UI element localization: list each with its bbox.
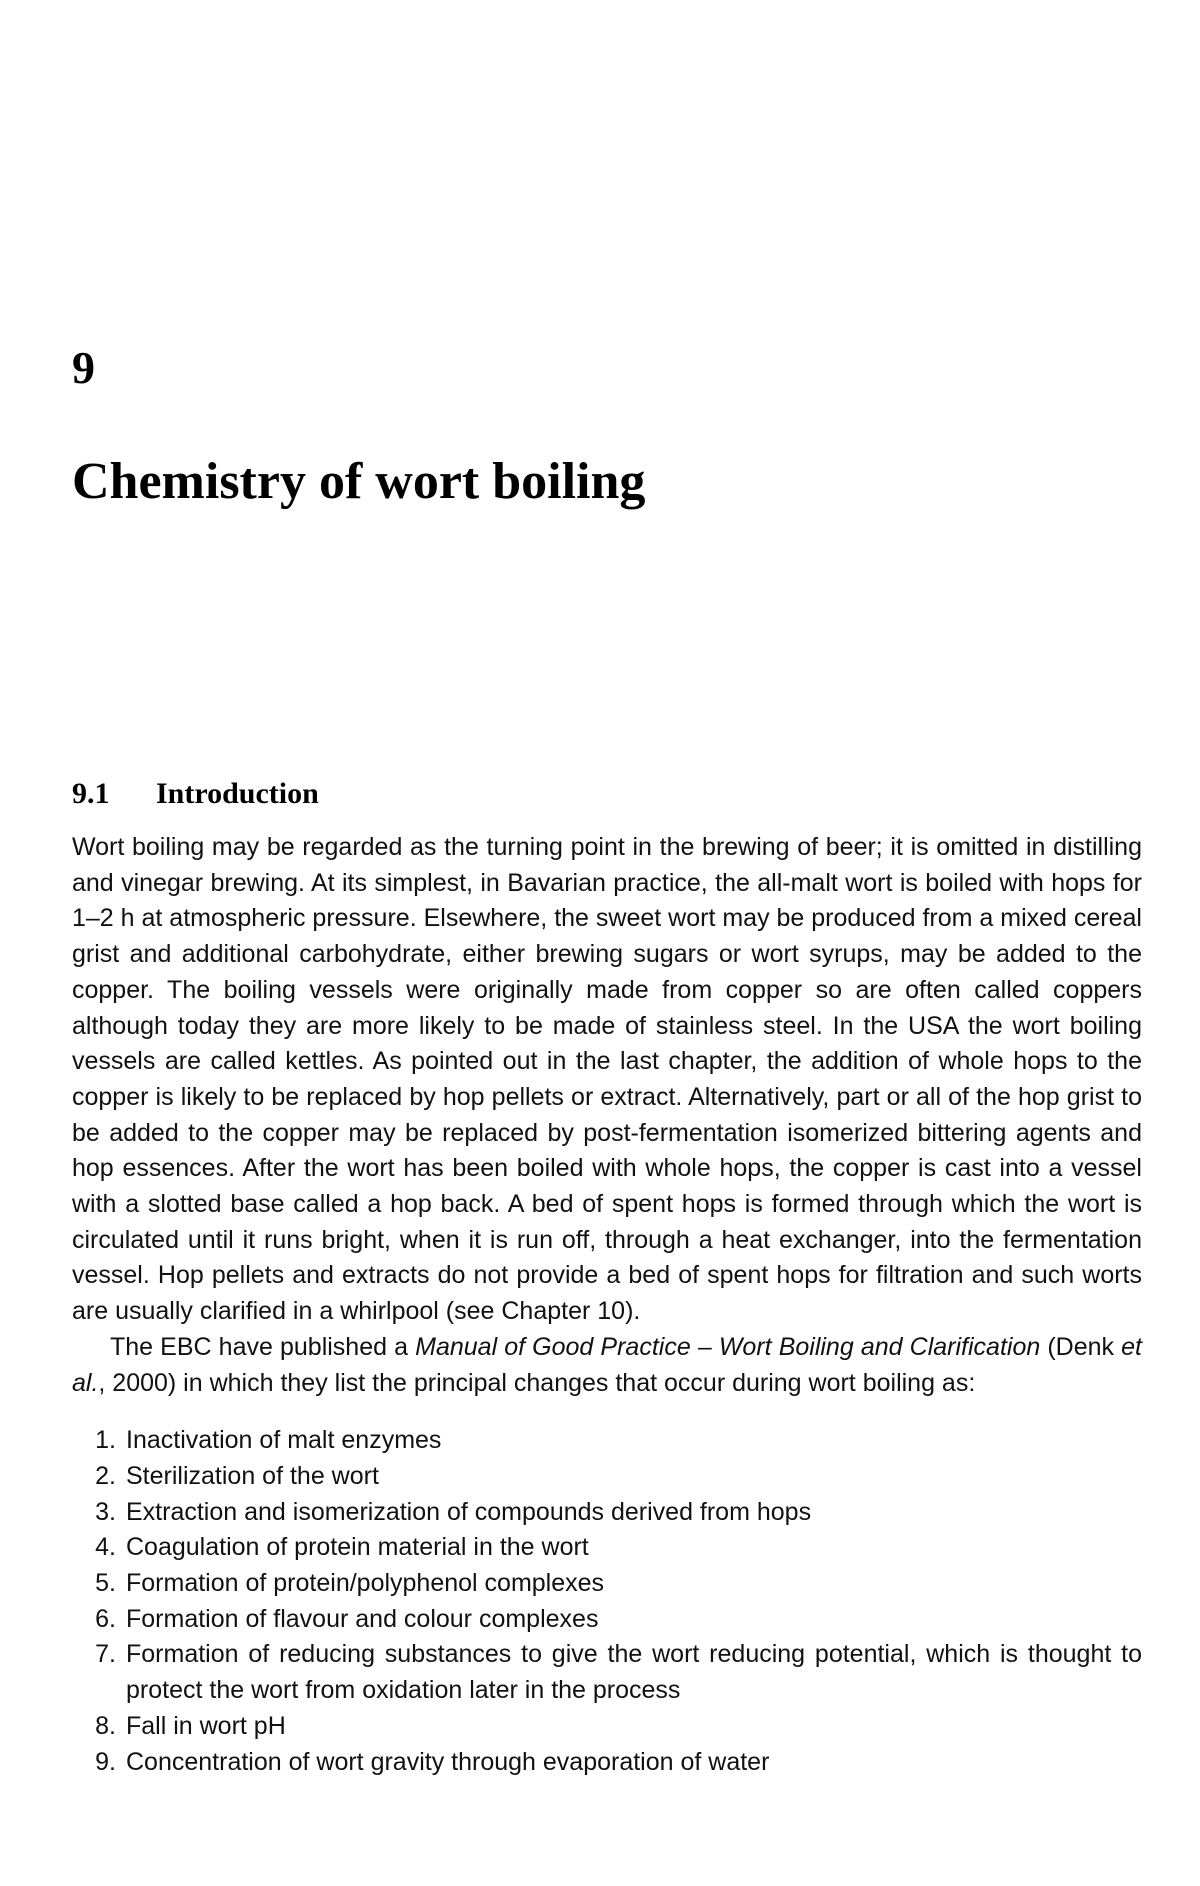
list-item [72,1530,1142,1566]
list-marker: 3. [95,1497,116,1526]
section-title: Introduction [156,777,319,810]
list-marker: 9. [95,1747,116,1776]
list-item [72,1709,1142,1745]
list-item-text: Fall in wort pH [126,1711,286,1740]
list-item-text: Extraction and isomerization of compounds derived from hops [126,1497,812,1526]
et-al: et al. [72,1332,1142,1397]
list-item [72,1495,1142,1531]
list-marker: 8. [95,1711,116,1740]
ebc-paragraph-text-2: (Denk [1040,1332,1122,1361]
list-marker: 4. [95,1533,116,1562]
list-marker: 5. [95,1569,116,1598]
list-item [72,1745,1142,1781]
ebc-paragraph-text-1: The EBC have published a [110,1332,416,1361]
list-item-text: Sterilization of the wort [126,1461,379,1490]
section-number: 9.1 [72,777,110,810]
list-item [72,1459,1142,1495]
list-item [72,1637,1142,1708]
intro-paragraph: Wort boiling may be regarded as the turning point in the brewing of beer; it is omitted in distilling and vinegar brewing. At its simplest, in Bavarian practice, the all-malt wort is boiled with hops for 1–2 h at atmospheric pressure. Elsewhere, the sweet wort may be produced from a mixed cereal grist and additional carbohydrate, either brewing sugars or wort syrups, may be added to the copper. The boiling vessels were originally made from copper so are often called coppers although today they are more likely to be made of stainless steel. In the USA the wort boiling vessels are called kettles. As pointed out in the last chapter, the addition of whole hops to the copper is likely to be replaced by hop pellets or extract. Alternatively, part or all of the hop grist to be added to the copper may be replaced by post-fermentation isomerized bittering agents and hop essences. After the wort has been boiled with whole hops, the copper is cast into a vessel with a slotted base called a hop back. A bed of spent hops is formed through which the wort is circulated until it runs bright, when it is run off, through a heat exchanger, into the fermentation vessel. Hop pellets and extracts do not provide a bed of spent hops for filtration and such worts are usually clarified in a whirlpool (see Chapter 10). [72,833,1142,1326]
body-text [72,830,1142,1780]
section-heading [72,774,319,814]
list-marker: 6. [95,1604,116,1633]
list-item [72,1423,1142,1459]
changes-list [72,1423,1142,1780]
list-item-text: Formation of reducing substances to give the wort reducing potential, which is thought to protect the wort from oxidation later in the process [126,1640,1142,1705]
ebc-paragraph [72,1330,1142,1401]
list-item-text: Formation of protein/polyphenol complexes [126,1569,605,1598]
list-marker: 1. [95,1426,116,1455]
chapter-title: Chemistry of wort boiling [72,453,646,510]
ebc-paragraph-text-3: , 2000) in which they list the principal changes that occur during wort boiling as: [98,1368,976,1397]
list-item-text: Concentration of wort gravity through evaporation of water [126,1747,770,1776]
list-item [72,1566,1142,1602]
list-marker: 2. [95,1461,116,1490]
list-item [72,1602,1142,1638]
chapter-number: 9 [72,342,95,393]
list-item-text: Formation of flavour and colour complexes [126,1604,599,1633]
list-item-text: Inactivation of malt enzymes [126,1426,442,1455]
list-item-text: Coagulation of protein material in the wort [126,1533,589,1562]
list-marker: 7. [95,1640,116,1669]
manual-title: Manual of Good Practice – Wort Boiling and Clarification [415,1332,1041,1361]
